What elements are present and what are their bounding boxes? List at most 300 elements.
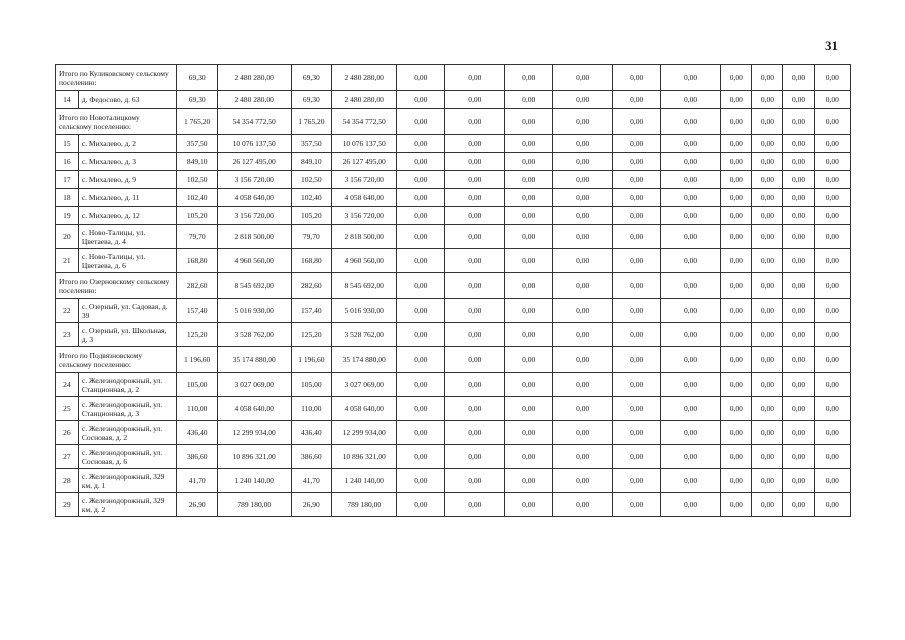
value-cell: 0,00: [445, 135, 505, 153]
value-cell: 0,00: [783, 225, 814, 249]
value-cell: 0,00: [505, 171, 553, 189]
value-cell: 0,00: [661, 225, 721, 249]
value-cell: 0,00: [721, 493, 752, 517]
value-cell: 0,00: [397, 273, 445, 299]
value-cell: 0,00: [505, 189, 553, 207]
value-cell: 0,00: [613, 323, 661, 347]
value-cell: 4 058 640,00: [332, 189, 397, 207]
value-cell: 0,00: [752, 493, 783, 517]
value-cell: 26 127 495,00: [217, 153, 291, 171]
value-cell: 0,00: [613, 421, 661, 445]
value-cell: 0,00: [661, 347, 721, 373]
value-cell: 4 058 640,00: [217, 189, 291, 207]
value-cell: 0,00: [613, 189, 661, 207]
value-cell: 157,40: [177, 299, 217, 323]
value-cell: 0,00: [505, 225, 553, 249]
address-cell: с. Михалево, д. 11: [78, 189, 177, 207]
value-cell: 0,00: [783, 347, 814, 373]
value-cell: 0,00: [445, 171, 505, 189]
value-cell: 0,00: [445, 323, 505, 347]
value-cell: 4 960 560,00: [217, 249, 291, 273]
value-cell: 0,00: [814, 171, 850, 189]
value-cell: 0,00: [721, 397, 752, 421]
value-cell: 0,00: [783, 397, 814, 421]
subtotal-row: [56, 273, 851, 299]
value-cell: 0,00: [397, 493, 445, 517]
value-cell: 0,00: [783, 153, 814, 171]
value-cell: 0,00: [661, 65, 721, 91]
value-cell: 105,00: [177, 373, 217, 397]
value-cell: 0,00: [661, 323, 721, 347]
value-cell: 0,00: [397, 109, 445, 135]
address-cell: с. Железнодорожный, 329 км, д. 1: [78, 469, 177, 493]
row-number: 15: [56, 135, 79, 153]
value-cell: 69,30: [177, 91, 217, 109]
row-number: 14: [56, 91, 79, 109]
row-number: 19: [56, 207, 79, 225]
table-row: [56, 421, 851, 445]
row-number: 20: [56, 225, 79, 249]
value-cell: 102,50: [291, 171, 331, 189]
value-cell: 0,00: [721, 469, 752, 493]
value-cell: 0,00: [505, 373, 553, 397]
value-cell: 0,00: [505, 249, 553, 273]
value-cell: 0,00: [814, 273, 850, 299]
value-cell: 0,00: [661, 445, 721, 469]
value-cell: 0,00: [397, 299, 445, 323]
value-cell: 0,00: [721, 421, 752, 445]
value-cell: 41,70: [177, 469, 217, 493]
value-cell: 5 016 930,00: [332, 299, 397, 323]
value-cell: 2 818 500,00: [217, 225, 291, 249]
address-cell: с. Железнодорожный, ул. Станционная, д. 2: [78, 373, 177, 397]
value-cell: 0,00: [613, 249, 661, 273]
value-cell: 0,00: [783, 189, 814, 207]
value-cell: 0,00: [613, 299, 661, 323]
table-row: [56, 91, 851, 109]
value-cell: 0,00: [445, 373, 505, 397]
value-cell: 0,00: [505, 397, 553, 421]
value-cell: 0,00: [752, 299, 783, 323]
value-cell: 2 818 500,00: [332, 225, 397, 249]
value-cell: 0,00: [553, 109, 613, 135]
value-cell: 0,00: [783, 299, 814, 323]
value-cell: 386,60: [177, 445, 217, 469]
value-cell: 0,00: [661, 421, 721, 445]
value-cell: 69,30: [291, 65, 331, 91]
value-cell: 0,00: [814, 373, 850, 397]
value-cell: 12 299 934,00: [332, 421, 397, 445]
table-body: [56, 65, 851, 517]
value-cell: 54 354 772,50: [332, 109, 397, 135]
value-cell: 0,00: [397, 171, 445, 189]
value-cell: 0,00: [445, 273, 505, 299]
value-cell: 0,00: [553, 421, 613, 445]
value-cell: 0,00: [445, 65, 505, 91]
value-cell: 0,00: [613, 225, 661, 249]
value-cell: 79,70: [177, 225, 217, 249]
value-cell: 0,00: [752, 397, 783, 421]
value-cell: 0,00: [721, 207, 752, 225]
value-cell: 0,00: [445, 421, 505, 445]
value-cell: 2 480 280,00: [332, 65, 397, 91]
value-cell: 0,00: [752, 323, 783, 347]
value-cell: 0,00: [814, 153, 850, 171]
value-cell: 436,40: [177, 421, 217, 445]
value-cell: 0,00: [814, 493, 850, 517]
value-cell: 0,00: [505, 445, 553, 469]
value-cell: 35 174 880,00: [332, 347, 397, 373]
value-cell: 357,50: [291, 135, 331, 153]
value-cell: 0,00: [553, 323, 613, 347]
value-cell: 0,00: [553, 469, 613, 493]
value-cell: 12 299 934,00: [217, 421, 291, 445]
value-cell: 0,00: [553, 135, 613, 153]
value-cell: 0,00: [613, 445, 661, 469]
value-cell: 0,00: [661, 397, 721, 421]
value-cell: 0,00: [553, 171, 613, 189]
value-cell: 0,00: [783, 273, 814, 299]
value-cell: 0,00: [445, 469, 505, 493]
value-cell: 0,00: [783, 109, 814, 135]
value-cell: 0,00: [397, 65, 445, 91]
table-row: [56, 493, 851, 517]
value-cell: 0,00: [553, 91, 613, 109]
value-cell: 26,90: [177, 493, 217, 517]
value-cell: 0,00: [613, 207, 661, 225]
value-cell: 0,00: [553, 189, 613, 207]
value-cell: 789 180,00: [332, 493, 397, 517]
value-cell: 0,00: [613, 273, 661, 299]
subtotal-label: Итого по Новоталицкому сельскому поселению:: [56, 109, 177, 135]
value-cell: 0,00: [661, 493, 721, 517]
value-cell: 436,40: [291, 421, 331, 445]
value-cell: 0,00: [721, 299, 752, 323]
value-cell: 0,00: [661, 109, 721, 135]
value-cell: 0,00: [397, 469, 445, 493]
value-cell: 0,00: [445, 189, 505, 207]
address-cell: с. Ново-Талицы, ул. Цветаева, д. 4: [78, 225, 177, 249]
value-cell: 0,00: [553, 207, 613, 225]
value-cell: 0,00: [814, 249, 850, 273]
value-cell: 0,00: [814, 225, 850, 249]
value-cell: 8 545 692,00: [217, 273, 291, 299]
value-cell: 0,00: [661, 273, 721, 299]
value-cell: 0,00: [783, 373, 814, 397]
value-cell: 0,00: [783, 249, 814, 273]
value-cell: 0,00: [721, 189, 752, 207]
value-cell: 1 240 140,00: [217, 469, 291, 493]
value-cell: 386,60: [291, 445, 331, 469]
table-row: [56, 397, 851, 421]
value-cell: 0,00: [505, 91, 553, 109]
value-cell: 10 896 321,00: [217, 445, 291, 469]
value-cell: 0,00: [721, 171, 752, 189]
value-cell: 0,00: [505, 273, 553, 299]
value-cell: 3 027 069,00: [332, 373, 397, 397]
value-cell: 0,00: [783, 65, 814, 91]
value-cell: 0,00: [752, 91, 783, 109]
value-cell: 0,00: [752, 445, 783, 469]
row-number: 25: [56, 397, 79, 421]
value-cell: 0,00: [752, 249, 783, 273]
value-cell: 0,00: [553, 153, 613, 171]
value-cell: 0,00: [613, 493, 661, 517]
value-cell: 0,00: [752, 347, 783, 373]
value-cell: 0,00: [505, 299, 553, 323]
value-cell: 1 196,60: [291, 347, 331, 373]
value-cell: 10 076 137,50: [217, 135, 291, 153]
value-cell: 102,40: [291, 189, 331, 207]
address-cell: с. Озерный, ул. Школьная, д. 3: [78, 323, 177, 347]
value-cell: 0,00: [505, 65, 553, 91]
subtotal-row: [56, 109, 851, 135]
value-cell: 282,60: [291, 273, 331, 299]
value-cell: 54 354 772,50: [217, 109, 291, 135]
address-cell: с. Железнодорожный, ул. Сосновая, д. 6: [78, 445, 177, 469]
value-cell: 0,00: [752, 273, 783, 299]
value-cell: 0,00: [445, 347, 505, 373]
value-cell: 0,00: [752, 421, 783, 445]
table-row: [56, 323, 851, 347]
value-cell: 0,00: [613, 347, 661, 373]
value-cell: 102,40: [177, 189, 217, 207]
value-cell: 0,00: [721, 323, 752, 347]
table-row: [56, 373, 851, 397]
value-cell: 0,00: [783, 445, 814, 469]
value-cell: 0,00: [783, 421, 814, 445]
value-cell: 282,60: [177, 273, 217, 299]
value-cell: 0,00: [814, 189, 850, 207]
table-row: [56, 445, 851, 469]
value-cell: 0,00: [783, 171, 814, 189]
row-number: 22: [56, 299, 79, 323]
value-cell: 0,00: [397, 225, 445, 249]
value-cell: 168,80: [291, 249, 331, 273]
table-row: [56, 153, 851, 171]
value-cell: 0,00: [814, 135, 850, 153]
value-cell: 0,00: [721, 91, 752, 109]
value-cell: 125,20: [177, 323, 217, 347]
value-cell: 0,00: [721, 249, 752, 273]
value-cell: 105,20: [291, 207, 331, 225]
value-cell: 0,00: [613, 65, 661, 91]
value-cell: 0,00: [814, 445, 850, 469]
value-cell: 0,00: [814, 207, 850, 225]
row-number: 28: [56, 469, 79, 493]
value-cell: 0,00: [721, 445, 752, 469]
value-cell: 3 156 720,00: [332, 207, 397, 225]
value-cell: 168,80: [177, 249, 217, 273]
value-cell: 0,00: [445, 397, 505, 421]
value-cell: 3 528 762,00: [332, 323, 397, 347]
value-cell: 0,00: [553, 65, 613, 91]
value-cell: 0,00: [505, 347, 553, 373]
value-cell: 0,00: [752, 225, 783, 249]
value-cell: 0,00: [553, 445, 613, 469]
row-number: 27: [56, 445, 79, 469]
value-cell: 0,00: [814, 299, 850, 323]
address-cell: с. Ново-Талицы, ул. Цветаева, д. 6: [78, 249, 177, 273]
value-cell: 0,00: [721, 347, 752, 373]
value-cell: 0,00: [721, 109, 752, 135]
value-cell: 1 240 140,00: [332, 469, 397, 493]
value-cell: 0,00: [814, 323, 850, 347]
value-cell: 3 156 720,00: [217, 207, 291, 225]
value-cell: 0,00: [397, 135, 445, 153]
table-row: [56, 225, 851, 249]
value-cell: 0,00: [783, 135, 814, 153]
value-cell: 0,00: [752, 135, 783, 153]
value-cell: 0,00: [752, 373, 783, 397]
value-cell: 0,00: [752, 207, 783, 225]
value-cell: 0,00: [445, 91, 505, 109]
value-cell: 0,00: [661, 135, 721, 153]
value-cell: 0,00: [505, 493, 553, 517]
value-cell: 0,00: [613, 171, 661, 189]
value-cell: 1 765,20: [177, 109, 217, 135]
value-cell: 3 027 069,00: [217, 373, 291, 397]
value-cell: 0,00: [553, 249, 613, 273]
value-cell: 0,00: [783, 323, 814, 347]
value-cell: 0,00: [505, 323, 553, 347]
subtotal-label: Итого по Куликовскому сельскому поселению:: [56, 65, 177, 91]
value-cell: 0,00: [752, 153, 783, 171]
subtotal-row: [56, 65, 851, 91]
value-cell: 5 016 930,00: [217, 299, 291, 323]
page-number: 31: [825, 38, 838, 53]
value-cell: 10 076 137,50: [332, 135, 397, 153]
value-cell: 0,00: [397, 91, 445, 109]
value-cell: 0,00: [783, 207, 814, 225]
value-cell: 0,00: [397, 445, 445, 469]
value-cell: 0,00: [553, 373, 613, 397]
value-cell: 0,00: [752, 469, 783, 493]
value-cell: 0,00: [397, 421, 445, 445]
value-cell: 4 058 640,00: [332, 397, 397, 421]
value-cell: 69,30: [177, 65, 217, 91]
value-cell: 0,00: [397, 153, 445, 171]
value-cell: 0,00: [613, 373, 661, 397]
value-cell: 8 545 692,00: [332, 273, 397, 299]
value-cell: 0,00: [397, 373, 445, 397]
value-cell: 849,10: [177, 153, 217, 171]
value-cell: 0,00: [445, 493, 505, 517]
address-cell: с. Михалево, д. 12: [78, 207, 177, 225]
value-cell: 0,00: [505, 469, 553, 493]
row-number: 18: [56, 189, 79, 207]
value-cell: 0,00: [661, 171, 721, 189]
table-row: [56, 469, 851, 493]
value-cell: 0,00: [553, 299, 613, 323]
value-cell: 0,00: [814, 397, 850, 421]
value-cell: 2 480 280,00: [217, 91, 291, 109]
row-number: 16: [56, 153, 79, 171]
address-cell: с. Озерный, ул. Садовая, д. 39: [78, 299, 177, 323]
value-cell: 0,00: [814, 65, 850, 91]
value-cell: 4 960 560,00: [332, 249, 397, 273]
value-cell: 125,20: [291, 323, 331, 347]
value-cell: 0,00: [721, 273, 752, 299]
value-cell: 0,00: [721, 65, 752, 91]
value-cell: 0,00: [445, 109, 505, 135]
subtotal-label: Итого по Подвязновскому сельскому поселению:: [56, 347, 177, 373]
address-cell: с. Железнодорожный, ул. Сосновая, д. 2: [78, 421, 177, 445]
value-cell: 0,00: [505, 135, 553, 153]
address-cell: с. Железнодорожный, ул. Станционная, д. 3: [78, 397, 177, 421]
value-cell: 0,00: [814, 469, 850, 493]
value-cell: 0,00: [661, 207, 721, 225]
value-cell: 10 896 321,00: [332, 445, 397, 469]
value-cell: 0,00: [814, 421, 850, 445]
subtotal-row: [56, 347, 851, 373]
value-cell: 69,30: [291, 91, 331, 109]
value-cell: 0,00: [397, 397, 445, 421]
value-cell: 4 058 640,00: [217, 397, 291, 421]
table-row: [56, 299, 851, 323]
value-cell: 0,00: [445, 225, 505, 249]
value-cell: 0,00: [553, 397, 613, 421]
value-cell: 2 480 280,00: [332, 91, 397, 109]
value-cell: 357,50: [177, 135, 217, 153]
value-cell: 0,00: [721, 153, 752, 171]
value-cell: 0,00: [661, 469, 721, 493]
value-cell: 1 196,60: [177, 347, 217, 373]
value-cell: 0,00: [553, 273, 613, 299]
value-cell: 0,00: [613, 109, 661, 135]
value-cell: 0,00: [553, 493, 613, 517]
value-cell: 0,00: [397, 189, 445, 207]
address-cell: д. Федосово, д. 63: [78, 91, 177, 109]
value-cell: 26,90: [291, 493, 331, 517]
value-cell: 0,00: [752, 65, 783, 91]
value-cell: 0,00: [613, 397, 661, 421]
value-cell: 35 174 880,00: [217, 347, 291, 373]
row-number: 23: [56, 323, 79, 347]
value-cell: 0,00: [613, 153, 661, 171]
value-cell: 0,00: [814, 91, 850, 109]
value-cell: 0,00: [661, 153, 721, 171]
value-cell: 157,40: [291, 299, 331, 323]
value-cell: 110,00: [177, 397, 217, 421]
table-row: [56, 135, 851, 153]
value-cell: 79,70: [291, 225, 331, 249]
subtotal-label: Итого по Озерновскому сельскому поселению:: [56, 273, 177, 299]
value-cell: 789 180,00: [217, 493, 291, 517]
address-cell: с. Железнодорожный, 329 км, д. 2: [78, 493, 177, 517]
table-row: [56, 207, 851, 225]
value-cell: 0,00: [661, 91, 721, 109]
table-row: [56, 249, 851, 273]
value-cell: 0,00: [661, 373, 721, 397]
value-cell: 0,00: [661, 249, 721, 273]
value-cell: 0,00: [752, 189, 783, 207]
value-cell: 849,10: [291, 153, 331, 171]
value-cell: 110,00: [291, 397, 331, 421]
value-cell: 0,00: [445, 445, 505, 469]
row-number: 17: [56, 171, 79, 189]
value-cell: 0,00: [721, 225, 752, 249]
row-number: 29: [56, 493, 79, 517]
value-cell: 0,00: [397, 249, 445, 273]
address-cell: с. Михалево, д. 2: [78, 135, 177, 153]
value-cell: 0,00: [783, 91, 814, 109]
value-cell: 0,00: [397, 323, 445, 347]
value-cell: 0,00: [783, 493, 814, 517]
value-cell: 0,00: [505, 109, 553, 135]
value-cell: 0,00: [814, 347, 850, 373]
table-row: [56, 171, 851, 189]
